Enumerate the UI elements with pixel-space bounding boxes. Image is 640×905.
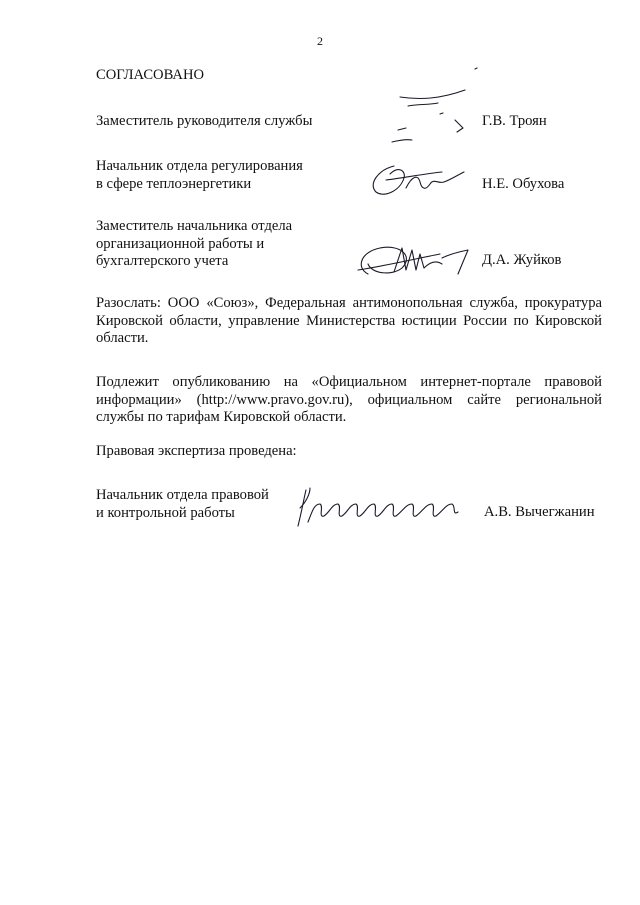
page-number: 2 — [317, 34, 323, 48]
signature-image — [288, 482, 472, 532]
publication-note: Подлежит опубликованию на «Официальном интернет-портале правовой информации» (http://www.pravo.gov.ru), официальном сайте региональной службы по тарифам Кировской области. — [96, 374, 602, 425]
signatory-name: Г.В. Троян — [482, 113, 547, 129]
signatory-position: Заместитель начальника отдела организационной работы и бухгалтерского учета — [96, 218, 293, 269]
signatory-name: Н.Е. Обухова — [482, 176, 565, 192]
signatory-position: Начальник отдела регулирования в сфере теплоэнергетики — [96, 158, 303, 192]
legal-review-note: Правовая экспертиза проведена: — [96, 443, 297, 459]
signature-image — [364, 158, 474, 200]
signatory-position: Заместитель руководителя службы — [96, 113, 313, 129]
signature-image — [350, 234, 476, 284]
signature-image — [380, 62, 490, 152]
distribution-list: Разослать: ООО «Союз», Федеральная антимонопольная служба, прокуратура Кировской области, управление Министерства юстиции России по Кировской области. — [96, 295, 602, 346]
approval-heading: СОГЛАСОВАНО — [96, 67, 205, 83]
signatory-name: Д.А. Жуйков — [482, 252, 562, 268]
signatory-name: А.В. Вычегжанин — [484, 504, 595, 520]
signatory-position: Начальник отдела правовой и контрольной работы — [96, 487, 269, 521]
